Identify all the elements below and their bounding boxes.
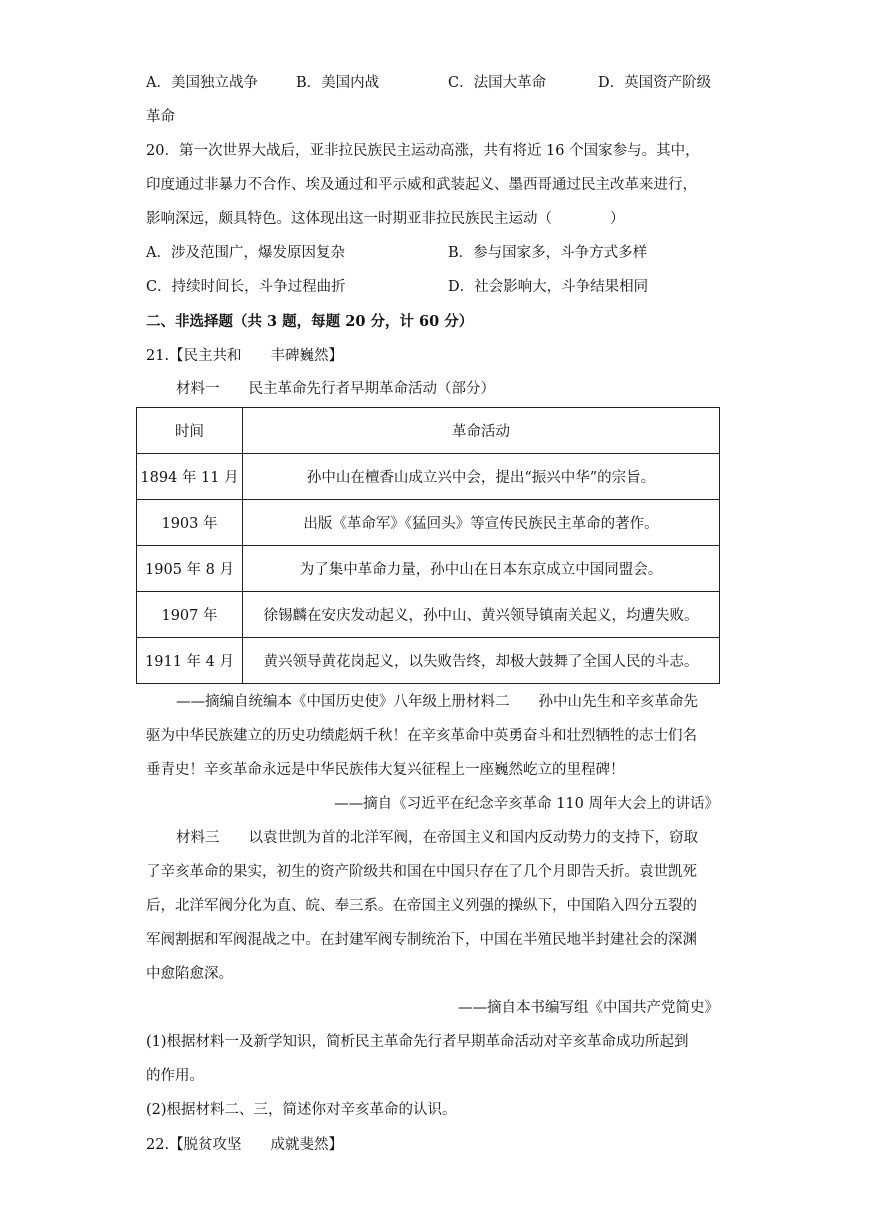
q20-option-b: B．参与国家多，斗争方式多样 [448, 245, 648, 261]
material3-line: 了辛亥革命的果实，初生的资产阶级共和国在中国只存在了几个月即告夭折。袁世凯死 [146, 864, 697, 880]
material2-line: 驱为中华民族建立的历史功绩彪炳千秋！在辛亥革命中英勇奋斗和壮烈牺牲的志士们名 [146, 728, 697, 744]
table-cell-activity: 出版《革命军》《猛回头》等宣传民族民主革命的著作。 [243, 500, 720, 546]
q21-subquestion-2: (2)根据材料二、三，简述你对辛亥革命的认识。 [146, 1102, 457, 1118]
q20-stem-line: 20．第一次世界大战后，亚非拉民族民主运动高涨，共有将近 16 个国家参与。其中， [146, 143, 700, 159]
table-header-row [137, 408, 720, 454]
table-cell-activity: 为了集中革命力量，孙中山在日本东京成立中国同盟会。 [243, 546, 720, 592]
table-row [137, 592, 720, 638]
table-row [137, 638, 720, 684]
material3-line: 材料三 以袁世凯为首的北洋军阀，在帝国主义和国内反动势力的支持下，窃取 [176, 830, 698, 846]
activities-table [136, 407, 720, 684]
material3-line: 中愈陷愈深。 [146, 966, 233, 982]
material2-source: ——摘自《习近平在纪念辛亥革命 110 周年大会上的讲话》 [334, 796, 719, 812]
material3-source: ——摘自本书编写组《中国共产党简史》 [458, 1000, 719, 1016]
table-cell-time: 1894 年 11 月 [137, 454, 243, 500]
table-cell-activity: 孙中山在檀香山成立兴中会，提出“振兴中华”的宗旨。 [243, 454, 720, 500]
table-cell-time: 1905 年 8 月 [137, 546, 243, 592]
q20-option-c: C．持续时间长，斗争过程曲折 [146, 279, 346, 295]
q20-option-d: D．社会影响大，斗争结果相同 [448, 279, 649, 295]
table-row [137, 546, 720, 592]
q19-option-d-continued: 革命 [146, 109, 175, 125]
table-header-time: 时间 [137, 408, 243, 454]
q22-title: 22.【脱贫攻坚 成就斐然】 [146, 1137, 344, 1153]
q21-subquestion-1: (1)根据材料一及新学知识，简析民主革命先行者早期革命活动对辛亥革命成功所起到 [146, 1034, 689, 1050]
q19-option-b: B．美国内战 [296, 75, 380, 91]
q20-option-a: A．涉及范围广，爆发原因复杂 [146, 245, 345, 261]
q21-title: 21.【民主共和 丰碑巍然】 [146, 348, 344, 364]
q19-option-a: A．美国独立战争 [146, 75, 258, 91]
table-cell-activity: 徐锡麟在安庆发动起义，孙中山、黄兴领导镇南关起义，均遭失败。 [243, 592, 720, 638]
q20-stem-line: 影响深远，颇具特色。这体现出这一时期亚非拉民族民主运动（ ） [146, 211, 625, 227]
q19-option-c: C．法国大革命 [448, 75, 547, 91]
table-header-activity: 革命活动 [243, 408, 720, 454]
table-cell-activity: 黄兴领导黄花岗起义，以失败告终，却极大鼓舞了全国人民的斗志。 [243, 638, 720, 684]
q21-subquestion-1-cont: 的作用。 [146, 1068, 204, 1084]
table-row [137, 454, 720, 500]
q19-option-d: D．英国资产阶级 [598, 75, 712, 91]
q20-stem-line: 印度通过非暴力不合作、埃及通过和平示威和武装起义、墨西哥通过民主改革来进行， [146, 177, 697, 193]
table-cell-time: 1911 年 4 月 [137, 638, 243, 684]
material3-line: 军阀割据和军阀混战之中。在封建军阀专制统治下，中国在半殖民地半封建社会的深渊 [146, 932, 697, 948]
material3-line: 后，北洋军阀分化为直、皖、奉三系。在帝国主义列强的操纵下，中国陷入四分五裂的 [146, 898, 697, 914]
material2-line: ——摘编自统编本《中国历史使》八年级上册材料二 孙中山先生和辛亥革命先 [176, 694, 698, 710]
material1-title: 材料一 民主革命先行者早期革命活动（部分） [176, 381, 495, 397]
table-row [137, 500, 720, 546]
section-heading: 二、非选择题（共 3 题，每题 20 分，计 60 分） [146, 313, 474, 330]
material2-line: 垂青史！辛亥革命永远是中华民族伟大复兴征程上一座巍然屹立的里程碑！ [146, 762, 625, 778]
table-cell-time: 1903 年 [137, 500, 243, 546]
table-cell-time: 1907 年 [137, 592, 243, 638]
